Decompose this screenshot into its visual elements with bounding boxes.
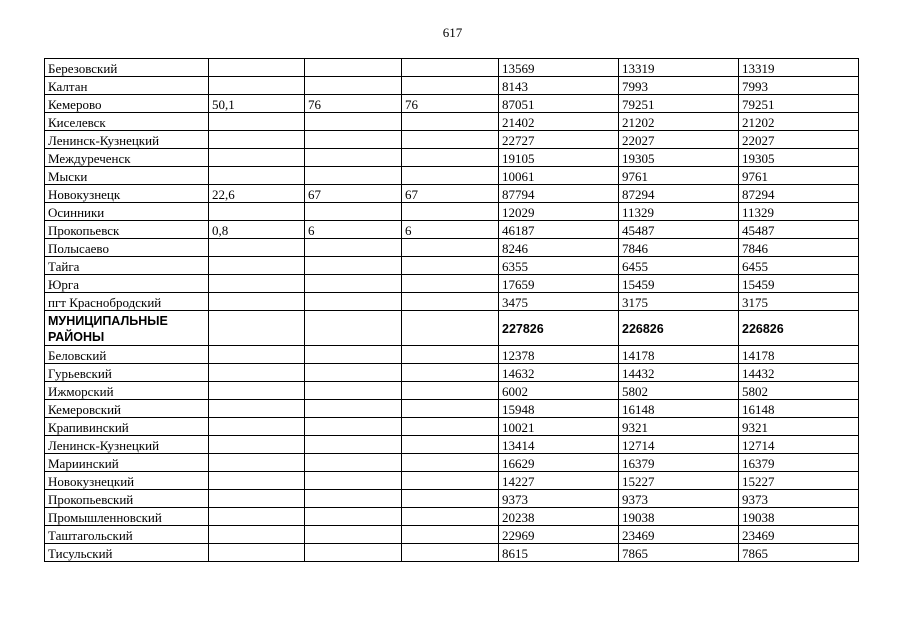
value-cell-6: 12714 (739, 436, 859, 454)
table-row (45, 454, 859, 472)
table-row (45, 544, 859, 562)
value-cell-4: 9373 (499, 490, 619, 508)
value-cell-1 (209, 346, 305, 364)
value-cell-5: 9321 (619, 418, 739, 436)
value-cell-3 (402, 472, 499, 490)
value-cell-5: 19038 (619, 508, 739, 526)
value-cell-2 (305, 346, 402, 364)
value-cell-3 (402, 526, 499, 544)
name-cell: Новокузнецк (45, 185, 209, 203)
value-cell-2 (305, 257, 402, 275)
value-cell-1 (209, 490, 305, 508)
value-cell-3 (402, 400, 499, 418)
value-cell-3: 6 (402, 221, 499, 239)
name-cell: Крапивинский (45, 418, 209, 436)
value-cell-5: 87294 (619, 185, 739, 203)
value-cell-6: 11329 (739, 203, 859, 221)
value-cell-5: 5802 (619, 382, 739, 400)
value-cell-1 (209, 544, 305, 562)
value-cell-3 (402, 346, 499, 364)
name-cell: Березовский (45, 59, 209, 77)
name-cell: Промышленновский (45, 508, 209, 526)
value-cell-6: 9761 (739, 167, 859, 185)
name-cell: Кемеровский (45, 400, 209, 418)
value-cell-1 (209, 418, 305, 436)
value-cell-1 (209, 167, 305, 185)
value-cell-6: 87294 (739, 185, 859, 203)
table-body (45, 59, 859, 562)
name-cell: Ленинск-Кузнецкий (45, 131, 209, 149)
value-cell-4: 46187 (499, 221, 619, 239)
name-cell: Беловский (45, 346, 209, 364)
name-cell: Междуреченск (45, 149, 209, 167)
value-cell-2 (305, 454, 402, 472)
value-cell-2 (305, 131, 402, 149)
value-cell-3: 76 (402, 95, 499, 113)
value-cell-2 (305, 149, 402, 167)
value-cell-5: 226826 (619, 311, 739, 346)
table-row (45, 59, 859, 77)
value-cell-5: 19305 (619, 149, 739, 167)
name-cell: Ленинск-Кузнецкий (45, 436, 209, 454)
value-cell-2 (305, 382, 402, 400)
value-cell-6: 45487 (739, 221, 859, 239)
value-cell-4: 8143 (499, 77, 619, 95)
value-cell-5: 15227 (619, 472, 739, 490)
value-cell-2 (305, 293, 402, 311)
value-cell-5: 9761 (619, 167, 739, 185)
value-cell-3 (402, 149, 499, 167)
table-row (45, 508, 859, 526)
value-cell-4: 10021 (499, 418, 619, 436)
table-row-subtotal (45, 311, 859, 346)
table-row (45, 149, 859, 167)
value-cell-4: 15948 (499, 400, 619, 418)
value-cell-3 (402, 131, 499, 149)
value-cell-2 (305, 508, 402, 526)
value-cell-3 (402, 311, 499, 346)
value-cell-5: 7865 (619, 544, 739, 562)
table-row (45, 418, 859, 436)
table-row (45, 221, 859, 239)
value-cell-6: 14432 (739, 364, 859, 382)
value-cell-2: 67 (305, 185, 402, 203)
value-cell-3 (402, 59, 499, 77)
value-cell-5: 15459 (619, 275, 739, 293)
value-cell-4: 22727 (499, 131, 619, 149)
value-cell-6: 15459 (739, 275, 859, 293)
value-cell-5: 21202 (619, 113, 739, 131)
value-cell-1 (209, 257, 305, 275)
value-cell-1 (209, 364, 305, 382)
value-cell-3 (402, 454, 499, 472)
value-cell-4: 3475 (499, 293, 619, 311)
value-cell-4: 87794 (499, 185, 619, 203)
name-cell: Кемерово (45, 95, 209, 113)
value-cell-5: 16148 (619, 400, 739, 418)
table-row (45, 346, 859, 364)
table-row (45, 400, 859, 418)
value-cell-2 (305, 544, 402, 562)
value-cell-2 (305, 436, 402, 454)
name-cell: пгт Краснобродский (45, 293, 209, 311)
value-cell-1 (209, 113, 305, 131)
value-cell-4: 14632 (499, 364, 619, 382)
value-cell-6: 226826 (739, 311, 859, 346)
value-cell-1 (209, 472, 305, 490)
value-cell-3 (402, 544, 499, 562)
value-cell-3 (402, 257, 499, 275)
table-row (45, 239, 859, 257)
value-cell-3 (402, 239, 499, 257)
value-cell-6: 6455 (739, 257, 859, 275)
value-cell-2 (305, 490, 402, 508)
value-cell-6: 13319 (739, 59, 859, 77)
value-cell-4: 22969 (499, 526, 619, 544)
table-row (45, 257, 859, 275)
value-cell-5: 9373 (619, 490, 739, 508)
name-cell: Тисульский (45, 544, 209, 562)
value-cell-5: 13319 (619, 59, 739, 77)
value-cell-2 (305, 400, 402, 418)
name-cell: Тайга (45, 257, 209, 275)
value-cell-4: 12029 (499, 203, 619, 221)
table-row (45, 472, 859, 490)
value-cell-1 (209, 436, 305, 454)
value-cell-1 (209, 311, 305, 346)
value-cell-5: 7846 (619, 239, 739, 257)
value-cell-3 (402, 113, 499, 131)
value-cell-6: 19305 (739, 149, 859, 167)
value-cell-2 (305, 167, 402, 185)
value-cell-3 (402, 77, 499, 95)
value-cell-5: 23469 (619, 526, 739, 544)
value-cell-2: 6 (305, 221, 402, 239)
table-row (45, 382, 859, 400)
value-cell-5: 22027 (619, 131, 739, 149)
value-cell-1 (209, 400, 305, 418)
value-cell-2: 76 (305, 95, 402, 113)
value-cell-3 (402, 203, 499, 221)
value-cell-2 (305, 203, 402, 221)
name-cell: Таштагольский (45, 526, 209, 544)
value-cell-6: 16379 (739, 454, 859, 472)
value-cell-4: 6002 (499, 382, 619, 400)
value-cell-1 (209, 59, 305, 77)
value-cell-1: 22,6 (209, 185, 305, 203)
value-cell-3 (402, 293, 499, 311)
value-cell-1: 0,8 (209, 221, 305, 239)
table-row (45, 490, 859, 508)
value-cell-4: 21402 (499, 113, 619, 131)
name-cell: Калтан (45, 77, 209, 95)
value-cell-6: 3175 (739, 293, 859, 311)
value-cell-5: 11329 (619, 203, 739, 221)
value-cell-1 (209, 454, 305, 472)
value-cell-6: 19038 (739, 508, 859, 526)
value-cell-3 (402, 508, 499, 526)
value-cell-4: 12378 (499, 346, 619, 364)
value-cell-3 (402, 167, 499, 185)
table-row (45, 275, 859, 293)
value-cell-4: 17659 (499, 275, 619, 293)
value-cell-5: 16379 (619, 454, 739, 472)
table-row (45, 95, 859, 113)
value-cell-1 (209, 239, 305, 257)
value-cell-4: 6355 (499, 257, 619, 275)
name-cell: Полысаево (45, 239, 209, 257)
name-cell: Осинники (45, 203, 209, 221)
value-cell-6: 21202 (739, 113, 859, 131)
value-cell-1 (209, 203, 305, 221)
value-cell-1 (209, 275, 305, 293)
value-cell-5: 6455 (619, 257, 739, 275)
value-cell-3: 67 (402, 185, 499, 203)
data-table (44, 58, 859, 562)
name-cell: Киселевск (45, 113, 209, 131)
value-cell-3 (402, 436, 499, 454)
value-cell-2 (305, 418, 402, 436)
value-cell-2 (305, 59, 402, 77)
value-cell-6: 23469 (739, 526, 859, 544)
value-cell-5: 14432 (619, 364, 739, 382)
page-number: 617 (442, 25, 463, 40)
value-cell-1 (209, 149, 305, 167)
name-cell: Прокопьевский (45, 490, 209, 508)
value-cell-3 (402, 418, 499, 436)
value-cell-4: 227826 (499, 311, 619, 346)
value-cell-5: 3175 (619, 293, 739, 311)
value-cell-2 (305, 526, 402, 544)
value-cell-6: 79251 (739, 95, 859, 113)
name-cell: МУНИЦИПАЛЬНЫЕ РАЙОНЫ (45, 311, 209, 346)
name-cell: Новокузнецкий (45, 472, 209, 490)
value-cell-1 (209, 526, 305, 544)
value-cell-6: 14178 (739, 346, 859, 364)
name-cell: Прокопьевск (45, 221, 209, 239)
value-cell-4: 8615 (499, 544, 619, 562)
value-cell-1 (209, 131, 305, 149)
value-cell-6: 7993 (739, 77, 859, 95)
value-cell-1 (209, 508, 305, 526)
value-cell-6: 5802 (739, 382, 859, 400)
value-cell-4: 16629 (499, 454, 619, 472)
value-cell-6: 16148 (739, 400, 859, 418)
value-cell-4: 87051 (499, 95, 619, 113)
table-row (45, 293, 859, 311)
name-cell: Юрга (45, 275, 209, 293)
value-cell-4: 13569 (499, 59, 619, 77)
value-cell-6: 9373 (739, 490, 859, 508)
value-cell-1 (209, 77, 305, 95)
value-cell-3 (402, 382, 499, 400)
value-cell-3 (402, 275, 499, 293)
value-cell-4: 10061 (499, 167, 619, 185)
value-cell-2 (305, 275, 402, 293)
value-cell-2 (305, 311, 402, 346)
value-cell-4: 8246 (499, 239, 619, 257)
table-row (45, 167, 859, 185)
value-cell-4: 19105 (499, 149, 619, 167)
table-row (45, 436, 859, 454)
value-cell-2 (305, 472, 402, 490)
value-cell-5: 79251 (619, 95, 739, 113)
table-row (45, 364, 859, 382)
name-cell: Мыски (45, 167, 209, 185)
value-cell-4: 13414 (499, 436, 619, 454)
value-cell-2 (305, 364, 402, 382)
table-row (45, 113, 859, 131)
value-cell-5: 7993 (619, 77, 739, 95)
value-cell-2 (305, 77, 402, 95)
value-cell-5: 14178 (619, 346, 739, 364)
name-cell: Гурьевский (45, 364, 209, 382)
value-cell-2 (305, 239, 402, 257)
value-cell-5: 45487 (619, 221, 739, 239)
value-cell-2 (305, 113, 402, 131)
value-cell-4: 20238 (499, 508, 619, 526)
value-cell-4: 14227 (499, 472, 619, 490)
table-row (45, 526, 859, 544)
value-cell-6: 15227 (739, 472, 859, 490)
value-cell-6: 9321 (739, 418, 859, 436)
table-row (45, 77, 859, 95)
value-cell-1 (209, 382, 305, 400)
value-cell-1: 50,1 (209, 95, 305, 113)
name-cell: Мариинский (45, 454, 209, 472)
value-cell-6: 7846 (739, 239, 859, 257)
table-row (45, 131, 859, 149)
value-cell-6: 7865 (739, 544, 859, 562)
value-cell-3 (402, 364, 499, 382)
value-cell-3 (402, 490, 499, 508)
name-cell: Ижморский (45, 382, 209, 400)
value-cell-6: 22027 (739, 131, 859, 149)
table-row (45, 203, 859, 221)
value-cell-1 (209, 293, 305, 311)
table-row (45, 185, 859, 203)
value-cell-5: 12714 (619, 436, 739, 454)
